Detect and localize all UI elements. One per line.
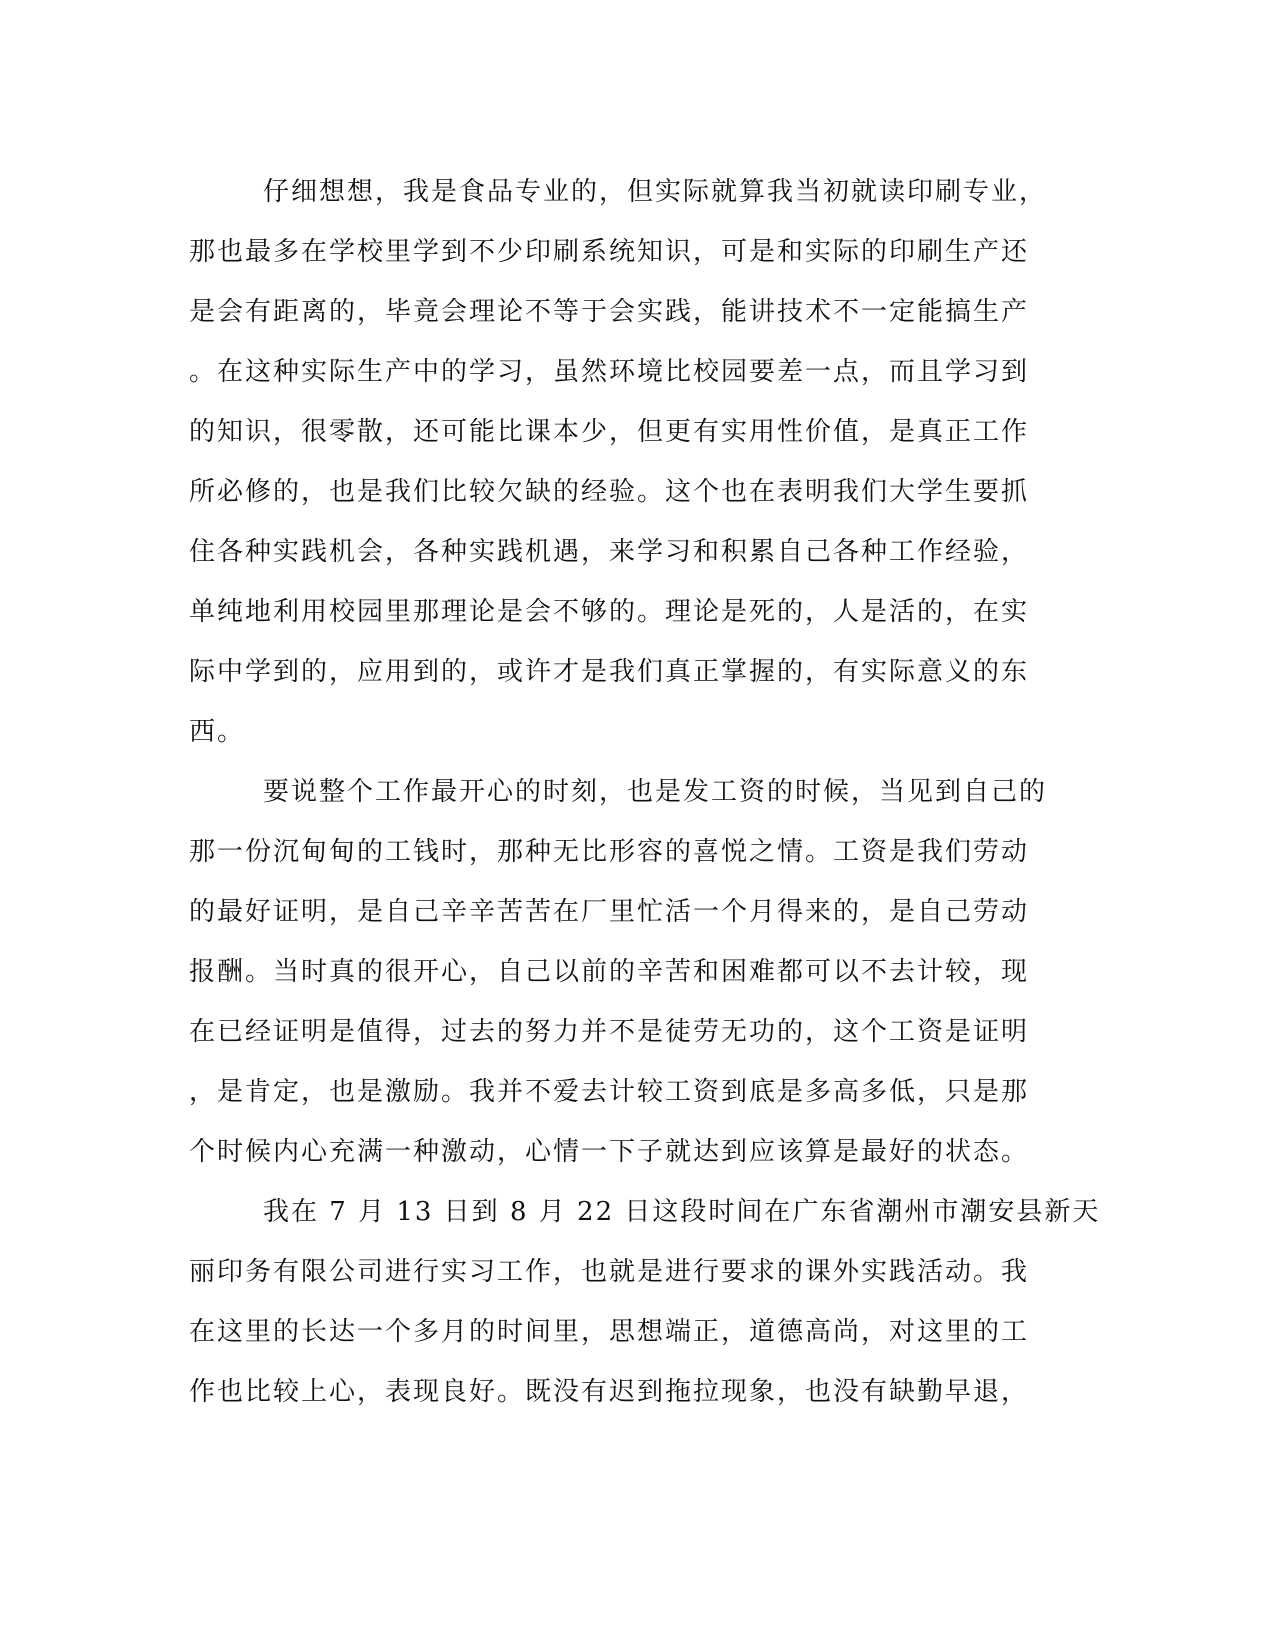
- text-line: 仔细想想，我是食品专业的，但实际就算我当初就读印刷专业，: [263, 177, 1048, 207]
- text-line: 住各种实践机会，各种实践机遇，来学习和积累自己各种工作经验，: [189, 537, 1030, 567]
- text-line: 西。: [189, 717, 246, 747]
- text-line: 丽印务有限公司进行实习工作，也就是进行要求的课外实践活动。我: [189, 1257, 1030, 1287]
- text-line: 在已经证明是值得，过去的努力并不是徒劳无功的，这个工资是证明: [189, 1017, 1030, 1047]
- text-line: 的最好证明，是自己辛辛苦苦在厂里忙活一个月得来的，是自己劳动: [189, 897, 1030, 927]
- text-line: 单纯地利用校园里那理论是会不够的。理论是死的，人是活的，在实: [189, 597, 1030, 627]
- text-line: 所必修的，也是我们比较欠缺的经验。这个也在表明我们大学生要抓: [189, 477, 1030, 507]
- text-line: 要说整个工作最开心的时刻，也是发工资的时候，当见到自己的: [263, 777, 1048, 807]
- text-line: 作也比较上心，表现良好。既没有迟到拖拉现象，也没有缺勤早退，: [189, 1377, 1030, 1407]
- text-line: 。在这种实际生产中的学习，虽然环境比校园要差一点，而且学习到: [189, 357, 1030, 387]
- text-line: 那也最多在学校里学到不少印刷系统知识，可是和实际的印刷生产还: [189, 237, 1030, 267]
- text-line: 的知识，很零散，还可能比课本少，但更有实用性价值，是真正工作: [189, 417, 1030, 447]
- text-line: 我在 7 月 13 日到 8 月 22 日这段时间在广东省潮州市潮安县新天: [263, 1197, 1101, 1227]
- text-line: 际中学到的，应用到的，或许才是我们真正掌握的，有实际意义的东: [189, 657, 1030, 687]
- text-line: 个时候内心充满一种激动，心情一下子就达到应该算是最好的状态。: [189, 1137, 1030, 1167]
- text-line: 那一份沉甸甸的工钱时，那种无比形容的喜悦之情。工资是我们劳动: [189, 837, 1030, 867]
- text-line: 报酬。当时真的很开心，自己以前的辛苦和困难都可以不去计较，现: [189, 957, 1030, 987]
- text-line: 在这里的长达一个多月的时间里，思想端正，道德高尚，对这里的工: [189, 1317, 1030, 1347]
- document-body: [189, 162, 1101, 1422]
- text-line: ，是肯定，也是激励。我并不爱去计较工资到底是多高多低，只是那: [189, 1077, 1030, 1107]
- text-line: 是会有距离的，毕竟会理论不等于会实践，能讲技术不一定能搞生产: [189, 297, 1030, 327]
